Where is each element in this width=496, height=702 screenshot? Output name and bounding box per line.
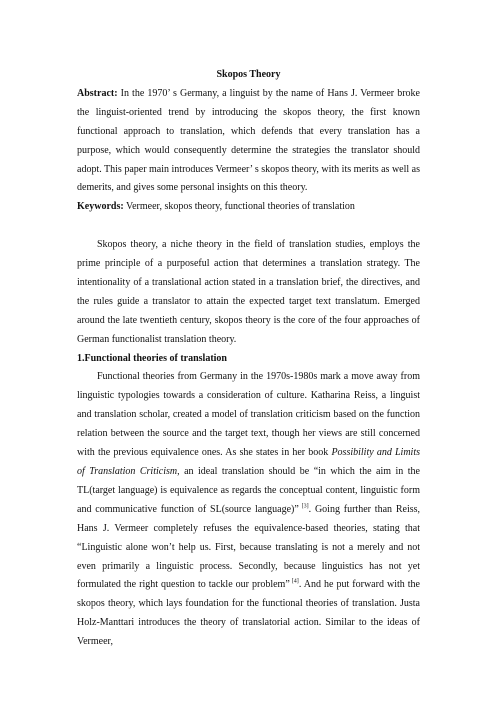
keywords-paragraph	[77, 198, 420, 217]
section-heading: 1.Functional theories of translation	[77, 352, 227, 364]
section-paragraph	[77, 368, 420, 652]
book-title: Possibility and Limits of Translation Criticism,	[77, 447, 421, 478]
abstract-text: In the 1970’ s Germany, a linguist by the name of Hans J. Vermeer broke the linguist-oriented trend by introducing the skopos theory, the first known functional approach to translation, which defends that every translation has a purpose, which would consequently determine the strategies the translator should adopt. This paper main introduces Vermeer’ s skopos theory, with its merits as well as demerits, and gives some personal insights on this theory.	[77, 87, 420, 194]
section-text-part3: . Going further than Reiss, Hans J. Vermeer completely refuses the equivalence-based theories, stating that “Linguistic alone won’t help us. First, because translating is not a merely and not even primarily a linguistic process. Secondly, because linguistics has not yet formulated the right question to tackle our problem”	[77, 503, 421, 591]
citation-ref-4: [4]	[289, 579, 299, 586]
citation-ref-3: [3]	[298, 503, 309, 510]
document-page	[77, 66, 420, 652]
section-text-part4: . And he put forward with the skopos theory, which lays foundation for the functional theories of translation. Justa Holz-Manttari introduces the theory of translatorial action. Similar to the ideas of Vermeer,	[77, 579, 420, 648]
intro-paragraph: Skopos theory, a niche theory in the field of translation studies, employs the prime principle of a purposeful action that determines a translation strategy. The intentionality of a translational action stated in a translation brief, the directives, and the rules guide a translator to attain the expected target text translatum. Emerged around the late twentieth century, skopos theory is the core of the four approaches of German functionalist translation theory.	[77, 239, 420, 345]
keywords-label: Keywords:	[77, 201, 124, 213]
abstract-paragraph	[77, 85, 420, 198]
keywords-text: Vermeer, skopos theory, functional theories of translation	[123, 201, 355, 213]
document-title: Skopos Theory	[216, 69, 281, 80]
paragraph-spacer	[77, 217, 420, 236]
section-text-part2: an ideal translation should be “in which the aim in the TL(target language) is equivalence as regards the conceptual content, linguistic form and communicative function of SL(source language)”	[77, 466, 420, 515]
abstract-label: Abstract:	[77, 87, 118, 99]
section-text-part1: Functional theories from Germany in the 1970s-1980s mark a move away from linguistic typologies towards a consideration of culture. Katharina Reiss, a linguist and translation scholar, created a model of translation criticism based on the function relation between the source and the target text, though her views are still concerned with the previous equivalence ones. As she states in her book	[77, 371, 420, 459]
